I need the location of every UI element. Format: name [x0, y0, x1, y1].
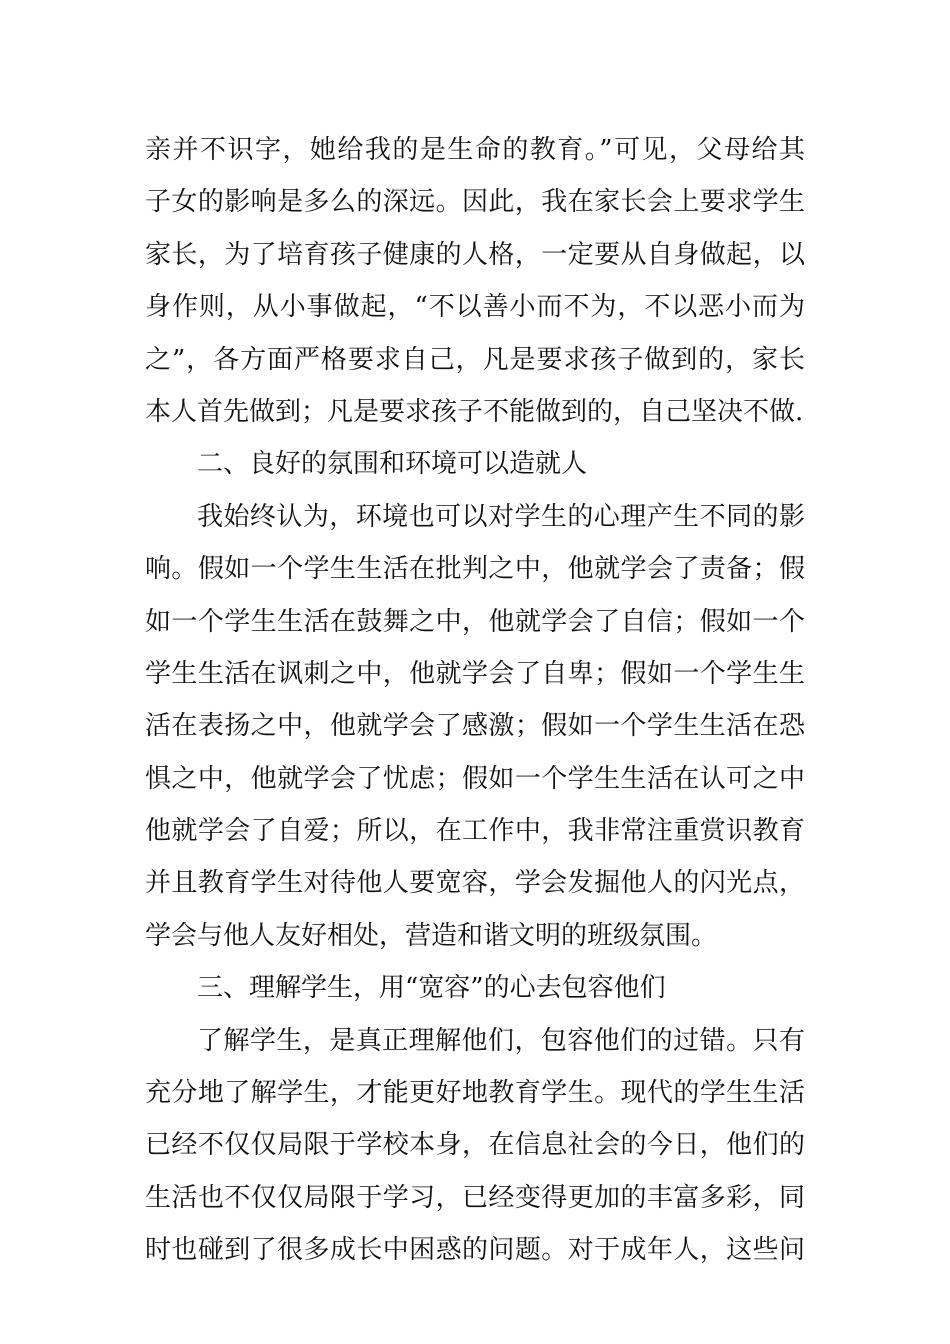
text-line: 并且教育学生对待他人要宽容，学会发掘他人的闪光点， — [145, 868, 805, 899]
text-line: 响。假如一个学生生活在批判之中，他就学会了责备；假 — [145, 554, 805, 585]
text-line: 学生生活在讽刺之中，他就学会了自卑；假如一个学生生 — [145, 658, 805, 689]
text-line: 家长，为了培育孩子健康的人格，一定要从自身做起，以 — [145, 239, 805, 270]
text-line: 了解学生，是真正理解他们，包容他们的过错。只有 — [197, 1025, 805, 1056]
text-line: 身作则，从小事做起，“不以善小而不为，不以恶小而为 — [145, 292, 805, 323]
section-heading: 三、理解学生，用“宽容”的心去包容他们 — [197, 973, 666, 1004]
text-line: 他就学会了自爱；所以，在工作中，我非常注重赏识教育 — [145, 816, 805, 847]
text-line: 子女的影响是多么的深远。因此，我在家长会上要求学生 — [145, 187, 805, 218]
text-line: 惧之中，他就学会了忧虑；假如一个学生生活在认可之中 — [145, 763, 805, 794]
text-line: 活在表扬之中，他就学会了感激；假如一个学生生活在恐 — [145, 711, 805, 742]
text-line: 已经不仅仅局限于学校本身，在信息社会的今日，他们的 — [145, 1130, 805, 1161]
text-line: 我始终认为，环境也可以对学生的心理产生不同的影 — [197, 501, 805, 532]
body-text — [145, 124, 805, 1277]
section-heading: 二、良好的氛围和环境可以造就人 — [197, 449, 588, 480]
text-line: 如一个学生生活在鼓舞之中，他就学会了自信；假如一个 — [145, 606, 805, 637]
text-line: 本人首先做到；凡是要求孩子不能做到的，自己坚决不做. — [145, 396, 804, 427]
text-line: 亲并不识字，她给我的是生命的教育。”可见，父母给其 — [145, 135, 805, 165]
text-line: 时也碰到了很多成长中困惑的问题。对于成年人，这些问 — [145, 1235, 805, 1266]
text-line: 生活也不仅仅局限于学习，已经变得更加的丰富多彩，同 — [145, 1182, 805, 1213]
text-line: 学会与他人友好相处，营造和谐文明的班级氛围。 — [145, 920, 718, 951]
text-line: 充分地了解学生，才能更好地教育学生。现代的学生生活 — [145, 1078, 805, 1109]
text-line: 之”，各方面严格要求自己，凡是要求孩子做到的，家长 — [145, 344, 805, 375]
